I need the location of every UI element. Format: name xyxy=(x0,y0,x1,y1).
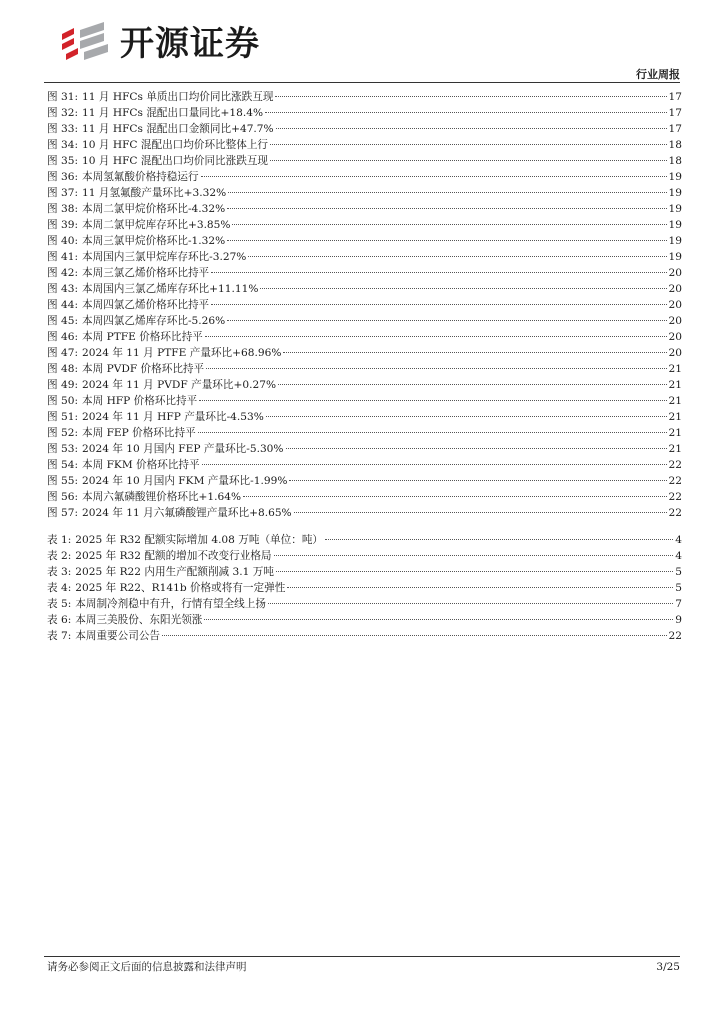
toc-title: 本周 HFP 价格环比持平 xyxy=(82,395,198,407)
toc-page-number: 22 xyxy=(668,630,682,642)
figure-entry[interactable] xyxy=(47,329,682,345)
toc-label: 图 45: xyxy=(47,315,79,327)
toc-page-number: 20 xyxy=(668,331,682,343)
figure-list xyxy=(47,89,682,521)
toc-page-number: 4 xyxy=(675,534,682,546)
toc-page-number: 17 xyxy=(668,107,682,119)
toc-page-number: 19 xyxy=(668,171,682,183)
toc-page-number: 21 xyxy=(668,363,682,375)
toc-leader-dots xyxy=(325,539,673,540)
figure-entry[interactable] xyxy=(47,361,682,377)
toc-title: 2024 年 11 月 PVDF 产量环比+0.27% xyxy=(82,379,277,391)
toc-label: 图 53: xyxy=(47,443,79,455)
toc-title: 本周二氯甲烷价格环比-4.32% xyxy=(82,203,226,215)
header-divider xyxy=(44,82,680,83)
toc-page-number: 9 xyxy=(675,614,682,626)
toc-label: 图 32: xyxy=(47,107,79,119)
toc-title: 2025 年 R32 配额实际增加 4.08 万吨（单位：吨） xyxy=(75,534,324,546)
toc-title: 本周三美股份、东阳光领涨 xyxy=(75,614,203,626)
toc-page-number: 18 xyxy=(668,139,682,151)
figure-entry[interactable] xyxy=(47,233,682,249)
figure-entry[interactable] xyxy=(47,185,682,201)
figure-entry[interactable] xyxy=(47,425,682,441)
figure-entry[interactable] xyxy=(47,281,682,297)
toc-leader-dots xyxy=(287,587,673,588)
toc-leader-dots xyxy=(266,416,667,417)
toc-page-number: 22 xyxy=(668,507,682,519)
toc-title: 10 月 HFC 混配出口均价同比涨跌互现 xyxy=(82,155,269,167)
toc-label: 图 34: xyxy=(47,139,79,151)
figure-entry[interactable] xyxy=(47,297,682,313)
toc-label: 图 33: xyxy=(47,123,79,135)
toc-page-number: 17 xyxy=(668,91,682,103)
toc-title: 本周六氟磷酸锂价格环比+1.64% xyxy=(82,491,242,503)
toc-title: 11 月 HFCs 混配出口金额同比+47.7% xyxy=(82,123,274,135)
figure-entry[interactable] xyxy=(47,313,682,329)
figure-entry[interactable] xyxy=(47,377,682,393)
table-entry[interactable] xyxy=(47,580,682,596)
toc-leader-dots xyxy=(248,256,666,257)
toc-title: 本周四氯乙烯价格环比持平 xyxy=(82,299,210,311)
figure-entry[interactable] xyxy=(47,473,682,489)
toc-title: 本周二氯甲烷库存环比+3.85% xyxy=(82,219,231,231)
figure-entry[interactable] xyxy=(47,105,682,121)
toc-label: 图 57: xyxy=(47,507,79,519)
toc-page-number: 4 xyxy=(675,550,682,562)
toc-leader-dots xyxy=(162,635,666,636)
table-entry[interactable] xyxy=(47,548,682,564)
toc-leader-dots xyxy=(227,320,666,321)
toc-label: 表 7: xyxy=(47,630,72,642)
toc-title: 本周 PVDF 价格环比持平 xyxy=(82,363,205,375)
figure-entry[interactable] xyxy=(47,505,682,521)
toc-label: 图 51: xyxy=(47,411,79,423)
toc-label: 表 1: xyxy=(47,534,72,546)
toc-label: 图 43: xyxy=(47,283,79,295)
toc-page-number: 19 xyxy=(668,219,682,231)
table-entry[interactable] xyxy=(47,596,682,612)
toc-label: 图 44: xyxy=(47,299,79,311)
toc-leader-dots xyxy=(199,400,666,401)
figure-entry[interactable] xyxy=(47,345,682,361)
toc-leader-dots xyxy=(278,384,667,385)
kaiyuan-logo-icon xyxy=(58,20,118,64)
toc-label: 图 38: xyxy=(47,203,79,215)
figure-entry[interactable] xyxy=(47,409,682,425)
figure-entry[interactable] xyxy=(47,489,682,505)
toc-label: 图 49: xyxy=(47,379,79,391)
toc-page-number: 22 xyxy=(668,491,682,503)
figure-entry[interactable] xyxy=(47,89,682,105)
toc-page-number: 19 xyxy=(668,251,682,263)
footer-divider xyxy=(44,956,680,957)
toc-leader-dots xyxy=(276,571,673,572)
toc-leader-dots xyxy=(265,112,667,113)
toc-label: 图 55: xyxy=(47,475,79,487)
toc-leader-dots xyxy=(268,603,673,604)
toc-title: 本周氢氟酸价格持稳运行 xyxy=(82,171,199,183)
toc-leader-dots xyxy=(283,352,666,353)
toc-label: 表 3: xyxy=(47,566,72,578)
toc-label: 图 31: xyxy=(47,91,79,103)
toc-label: 图 47: xyxy=(47,347,79,359)
toc-page-number: 21 xyxy=(668,379,682,391)
toc-leader-dots xyxy=(211,272,666,273)
toc-leader-dots xyxy=(211,304,666,305)
toc-page-number: 20 xyxy=(668,347,682,359)
toc-leader-dots xyxy=(276,128,667,129)
toc-leader-dots xyxy=(198,432,667,433)
toc-leader-dots xyxy=(270,144,667,145)
toc-leader-dots xyxy=(294,512,667,513)
toc-title: 2024 年 10 月国内 FKM 产量环比-1.99% xyxy=(82,475,288,487)
toc-title: 本周重要公司公告 xyxy=(75,630,161,642)
table-entry[interactable] xyxy=(47,628,682,644)
toc-label: 图 35: xyxy=(47,155,79,167)
table-entry[interactable] xyxy=(47,564,682,580)
toc-label: 图 50: xyxy=(47,395,79,407)
toc-title: 2024 年 11 月 PTFE 产量环比+68.96% xyxy=(82,347,282,359)
toc-page-number: 18 xyxy=(668,155,682,167)
toc-title: 本周国内三氯乙烯库存环比+11.11% xyxy=(82,283,259,295)
toc-label: 图 39: xyxy=(47,219,79,231)
toc-page-number: 21 xyxy=(668,395,682,407)
toc-title: 本周三氯甲烷价格环比-1.32% xyxy=(82,235,226,247)
figure-entry[interactable] xyxy=(47,137,682,153)
footer-disclaimer: 请务必参阅正文后面的信息披露和法律声明 xyxy=(47,961,247,973)
toc-title: 本周制冷剂稳中有升，行情有望全线上扬 xyxy=(75,598,266,610)
toc-title: 11 月 HFCs 单质出口均价同比涨跌互现 xyxy=(82,91,274,103)
table-entry[interactable] xyxy=(47,612,682,628)
toc-label: 图 46: xyxy=(47,331,79,343)
toc-page-number: 21 xyxy=(668,411,682,423)
page-header xyxy=(0,0,724,90)
toc-page-number: 7 xyxy=(675,598,682,610)
toc-title: 2024 年 11 月六氟磷酸锂产量环比+8.65% xyxy=(82,507,292,519)
toc-page-number: 20 xyxy=(668,299,682,311)
toc-page-number: 20 xyxy=(668,267,682,279)
toc-page-number: 5 xyxy=(675,566,682,578)
toc-page-number: 20 xyxy=(668,283,682,295)
toc-title: 11 月 HFCs 混配出口量同比+18.4% xyxy=(82,107,264,119)
toc-title: 2025 年 R22、R141b 价格或将有一定弹性 xyxy=(75,582,286,594)
toc-label: 表 6: xyxy=(47,614,72,626)
toc-title: 本周三氯乙烯价格环比持平 xyxy=(82,267,210,279)
figure-entry[interactable] xyxy=(47,153,682,169)
brand-name: 开源证券 xyxy=(120,24,260,64)
toc-leader-dots xyxy=(275,96,666,97)
toc-leader-dots xyxy=(243,496,666,497)
toc-page-number: 17 xyxy=(668,123,682,135)
toc-page-number: 21 xyxy=(668,427,682,439)
toc-page-number: 5 xyxy=(675,582,682,594)
toc-leader-dots xyxy=(206,368,666,369)
toc-label: 图 42: xyxy=(47,267,79,279)
figure-entry[interactable] xyxy=(47,169,682,185)
toc-title: 10 月 HFC 混配出口均价环比整体上行 xyxy=(82,139,269,151)
toc-title: 本周 FKM 价格环比持平 xyxy=(82,459,200,471)
toc-title: 2024 年 11 月 HFP 产量环比-4.53% xyxy=(82,411,264,423)
figure-entry[interactable] xyxy=(47,121,682,137)
toc-leader-dots xyxy=(205,336,667,337)
document-type: 行业周报 xyxy=(636,68,680,81)
toc-page-number: 19 xyxy=(668,203,682,215)
toc-leader-dots xyxy=(270,160,667,161)
toc-page-number: 19 xyxy=(668,235,682,247)
toc-leader-dots xyxy=(274,555,674,556)
toc-label: 表 2: xyxy=(47,550,72,562)
toc-title: 11 月氢氟酸产量环比+3.32% xyxy=(82,187,227,199)
toc-label: 图 54: xyxy=(47,459,79,471)
toc-leader-dots xyxy=(260,288,666,289)
toc-leader-dots xyxy=(286,448,667,449)
toc-label: 图 36: xyxy=(47,171,79,183)
toc-label: 图 40: xyxy=(47,235,79,247)
toc-title: 2024 年 10 月国内 FEP 产量环比-5.30% xyxy=(82,443,284,455)
toc-label: 图 52: xyxy=(47,427,79,439)
table-list xyxy=(47,532,682,644)
toc-label: 图 37: xyxy=(47,187,79,199)
figure-entry[interactable] xyxy=(47,393,682,409)
toc-page-number: 20 xyxy=(668,315,682,327)
toc-label: 图 41: xyxy=(47,251,79,263)
toc-title: 本周 FEP 价格环比持平 xyxy=(82,427,196,439)
toc-title: 2025 年 R22 内用生产配额削减 3.1 万吨 xyxy=(75,566,274,578)
figure-entry[interactable] xyxy=(47,249,682,265)
toc-label: 表 4: xyxy=(47,582,72,594)
toc-leader-dots xyxy=(204,619,673,620)
toc-leader-dots xyxy=(232,224,666,225)
toc-label: 表 5: xyxy=(47,598,72,610)
toc-label: 图 56: xyxy=(47,491,79,503)
page-number: 3/25 xyxy=(656,961,680,973)
table-entry[interactable] xyxy=(47,532,682,548)
toc-page-number: 19 xyxy=(668,187,682,199)
figure-entry[interactable] xyxy=(47,201,682,217)
figure-entry[interactable] xyxy=(47,457,682,473)
toc-title: 本周国内三氯甲烷库存环比-3.27% xyxy=(82,251,247,263)
toc-title: 2025 年 R32 配额的增加不改变行业格局 xyxy=(75,550,272,562)
toc-leader-dots xyxy=(227,240,666,241)
toc-leader-dots xyxy=(202,464,667,465)
toc-page-number: 22 xyxy=(668,475,682,487)
figure-entry[interactable] xyxy=(47,441,682,457)
toc-leader-dots xyxy=(289,480,666,481)
toc-title: 本周四氯乙烯库存环比-5.26% xyxy=(82,315,226,327)
toc-leader-dots xyxy=(228,192,666,193)
figure-entry[interactable] xyxy=(47,217,682,233)
toc-leader-dots xyxy=(201,176,667,177)
toc-page-number: 21 xyxy=(668,443,682,455)
figure-entry[interactable] xyxy=(47,265,682,281)
toc-title: 本周 PTFE 价格环比持平 xyxy=(82,331,203,343)
toc-label: 图 48: xyxy=(47,363,79,375)
toc-leader-dots xyxy=(227,208,666,209)
toc-page-number: 22 xyxy=(668,459,682,471)
